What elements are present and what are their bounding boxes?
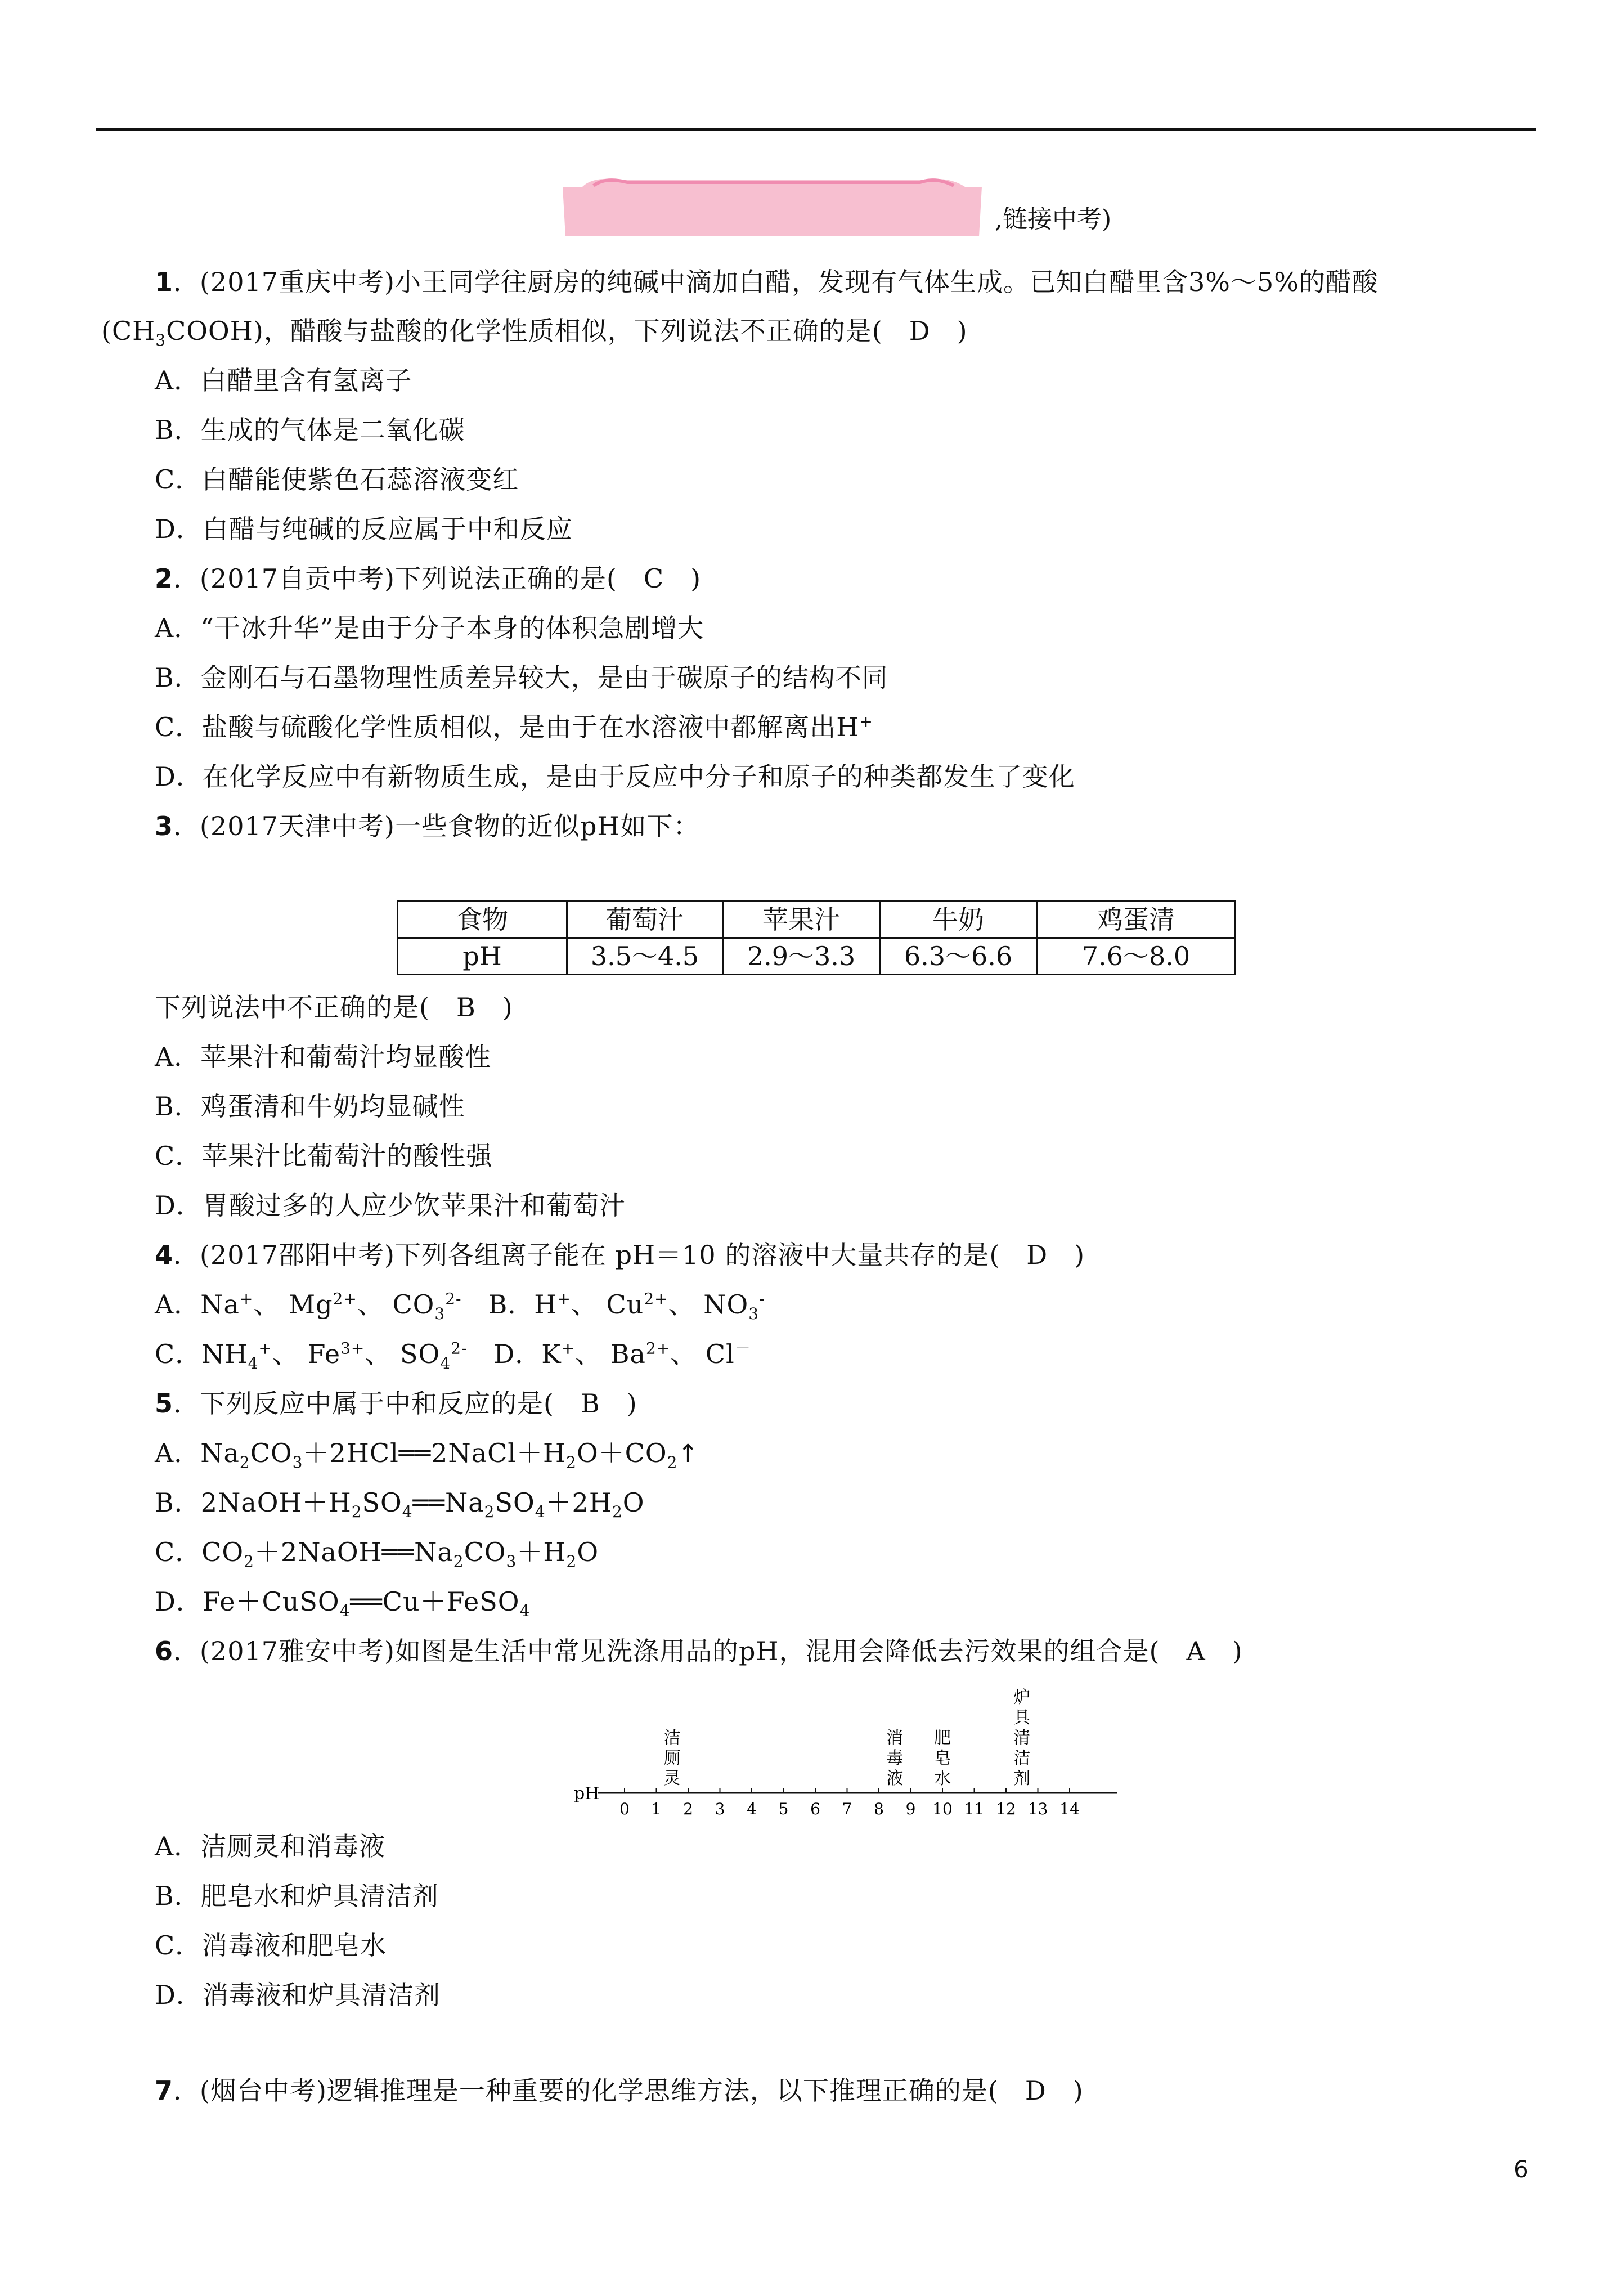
- tick-label: 11: [964, 1800, 985, 1818]
- question-1-option-b: B．生成的气体是二氧化碳: [155, 415, 465, 445]
- question-3-prompt: 下列说法中不正确的是( B ): [155, 992, 513, 1023]
- table-cell: 牛奶: [880, 902, 1037, 938]
- tick-label: 13: [1027, 1800, 1048, 1818]
- question-5-stem: 5．下列反应中属于中和反应的是( B ): [155, 1388, 637, 1419]
- tick-label: 14: [1059, 1800, 1080, 1818]
- question-1-option-c: C．白醋能使紫色石蕊溶液变红: [155, 464, 519, 495]
- question-6-option-b: B．肥皂水和炉具清洁剂: [155, 1881, 439, 1911]
- product-label-char: 洁: [1013, 1748, 1031, 1768]
- tick-label: 1: [651, 1800, 662, 1818]
- tick-label: 10: [932, 1800, 953, 1818]
- product-label: [886, 1728, 903, 1788]
- tick-label: 4: [747, 1800, 757, 1818]
- header-rule: [96, 128, 1536, 131]
- question-1-option-a: A．白醋里含有氢离子: [155, 365, 412, 396]
- food-ph-table: [397, 900, 1236, 975]
- table-cell: 苹果汁: [723, 902, 880, 938]
- question-4-options-cd: C．$NH_4^+$、 $Fe^{3+}$、 $SO_4^{2-}$ D．K+、 $Ba^{2+}$、 Cl－: [155, 1339, 751, 1373]
- table-cell: 3.5～4.5: [567, 938, 723, 975]
- question-2-option-b: B．金刚石与石墨物理性质差异较大，是由于碳原子的结构不同: [155, 662, 888, 693]
- question-5-option-a: A．$Na_2CO_3+2HCl══2NaCl+H_2O+CO_2↑$: [155, 1438, 699, 1472]
- tick-label: 5: [778, 1800, 789, 1818]
- question-4-stem: 4．(2017邵阳中考)下列各组离子能在 pH＝10 的溶液中大量共存的是( D ): [155, 1240, 1085, 1270]
- section-title: ,链接中考): [995, 205, 1112, 234]
- table-header-row: [398, 902, 1236, 938]
- question-4-options-ab: A．Na+、 $Mg^{2+}$、 $CO_3^{2-}$ B．H+、 $Cu^{2+}$、 $NO_3^-$: [155, 1289, 765, 1324]
- axis-label: pH: [574, 1784, 600, 1804]
- table-cell: 鸡蛋清: [1037, 902, 1236, 938]
- product-label-char: 液: [886, 1769, 904, 1788]
- product-label-char: 水: [934, 1769, 951, 1788]
- tick-label: 9: [905, 1800, 916, 1818]
- table-cell: 7.6～8.0: [1037, 938, 1236, 975]
- question-6-stem: 6．(2017雅安中考)如图是生活中常见洗涤用品的pH，混用会降低去污效果的组合是( A ): [155, 1636, 1243, 1666]
- product-label-char: 剂: [1013, 1769, 1031, 1788]
- product-label-char: 毒: [886, 1748, 904, 1768]
- question-3-option-c: C．苹果汁比葡萄汁的酸性强: [155, 1141, 493, 1171]
- question-5-option-d: D．Fe＋CuSO$_4$══Cu＋FeSO$_4$: [155, 1586, 531, 1621]
- product-label: [1013, 1688, 1031, 1788]
- table-cell: 6.3～6.6: [880, 938, 1037, 975]
- product-label-char: 炉: [1013, 1688, 1031, 1707]
- tick-label: 2: [683, 1800, 693, 1818]
- table-cell: pH: [398, 938, 567, 975]
- section-banner: [560, 176, 987, 236]
- question-3-option-b: B．鸡蛋清和牛奶均显碱性: [155, 1091, 465, 1122]
- question-5-option-b: B．$2NaOH+H_2SO_4══Na_2SO_4+2H_2O$: [155, 1487, 645, 1522]
- question-2-option-a: A．“干冰升华”是由于分子本身的体积急剧增大: [155, 613, 704, 643]
- question-1-stem: 1．(2017重庆中考)小王同学往厨房的纯碱中滴加白醋，发现有气体生成。已知白醋里含3%～5%的醋酸: [155, 267, 1378, 297]
- product-label: [664, 1728, 681, 1788]
- question-3-option-d: D．胃酸过多的人应少饮苹果汁和葡萄汁: [155, 1190, 626, 1221]
- product-label: [934, 1728, 951, 1788]
- product-label-char: 洁: [663, 1728, 681, 1748]
- question-6-option-a: A．洁厕灵和消毒液: [155, 1831, 386, 1862]
- product-label-char: 灵: [663, 1769, 681, 1788]
- question-2-stem: 2．(2017自贡中考)下列说法正确的是( C ): [155, 563, 702, 594]
- question-5-option-c: C．$CO_2+2NaOH══Na_2CO_3+H_2O$: [155, 1537, 599, 1571]
- question-3-stem: 3．(2017天津中考)一些食物的近似pH如下：: [155, 811, 700, 841]
- gas-arrow-icon: ↑: [677, 1440, 699, 1468]
- product-label-char: 具: [1013, 1708, 1031, 1728]
- product-label-char: 肥: [934, 1728, 951, 1748]
- question-7-stem: 7．(烟台中考)逻辑推理是一种重要的化学思维方法，以下推理正确的是( D ): [155, 2075, 1084, 2106]
- ph-number-line-chart: [563, 1671, 1125, 1829]
- table-cell: 葡萄汁: [567, 902, 723, 938]
- table-cell: 2.9～3.3: [723, 938, 880, 975]
- question-3-option-a: A．苹果汁和葡萄汁均显酸性: [155, 1042, 492, 1072]
- tick-label: 0: [619, 1800, 630, 1818]
- question-1-option-d: D．白醋与纯碱的反应属于中和反应: [155, 514, 573, 544]
- tick-label: 3: [715, 1800, 725, 1818]
- table-cell: 食物: [398, 902, 567, 938]
- question-2-option-d: D．在化学反应中有新物质生成，是由于反应中分子和原子的种类都发生了变化: [155, 761, 1075, 792]
- question-1-stem-cont: $(CH_3COOH)$，醋酸与盐酸的化学性质相似，下列说法不正确的是( D ): [101, 316, 968, 350]
- product-label-char: 消: [886, 1728, 904, 1748]
- question-6-option-d: D．消毒液和炉具清洁剂: [155, 1980, 441, 2010]
- product-label-char: 清: [1013, 1728, 1031, 1748]
- tick-label: 12: [996, 1800, 1016, 1818]
- product-label-char: 皂: [934, 1748, 951, 1768]
- tick-label: 6: [810, 1800, 820, 1818]
- tick-label: 8: [874, 1800, 884, 1818]
- tick-label: 7: [842, 1800, 852, 1818]
- question-2-option-c: C．盐酸与硫酸化学性质相似，是由于在水溶液中都解离出H+: [155, 712, 873, 742]
- table-row: [398, 938, 1236, 975]
- product-label-char: 厕: [663, 1748, 681, 1768]
- question-6-option-c: C．消毒液和肥皂水: [155, 1930, 387, 1961]
- page-number: 6: [1514, 2155, 1529, 2183]
